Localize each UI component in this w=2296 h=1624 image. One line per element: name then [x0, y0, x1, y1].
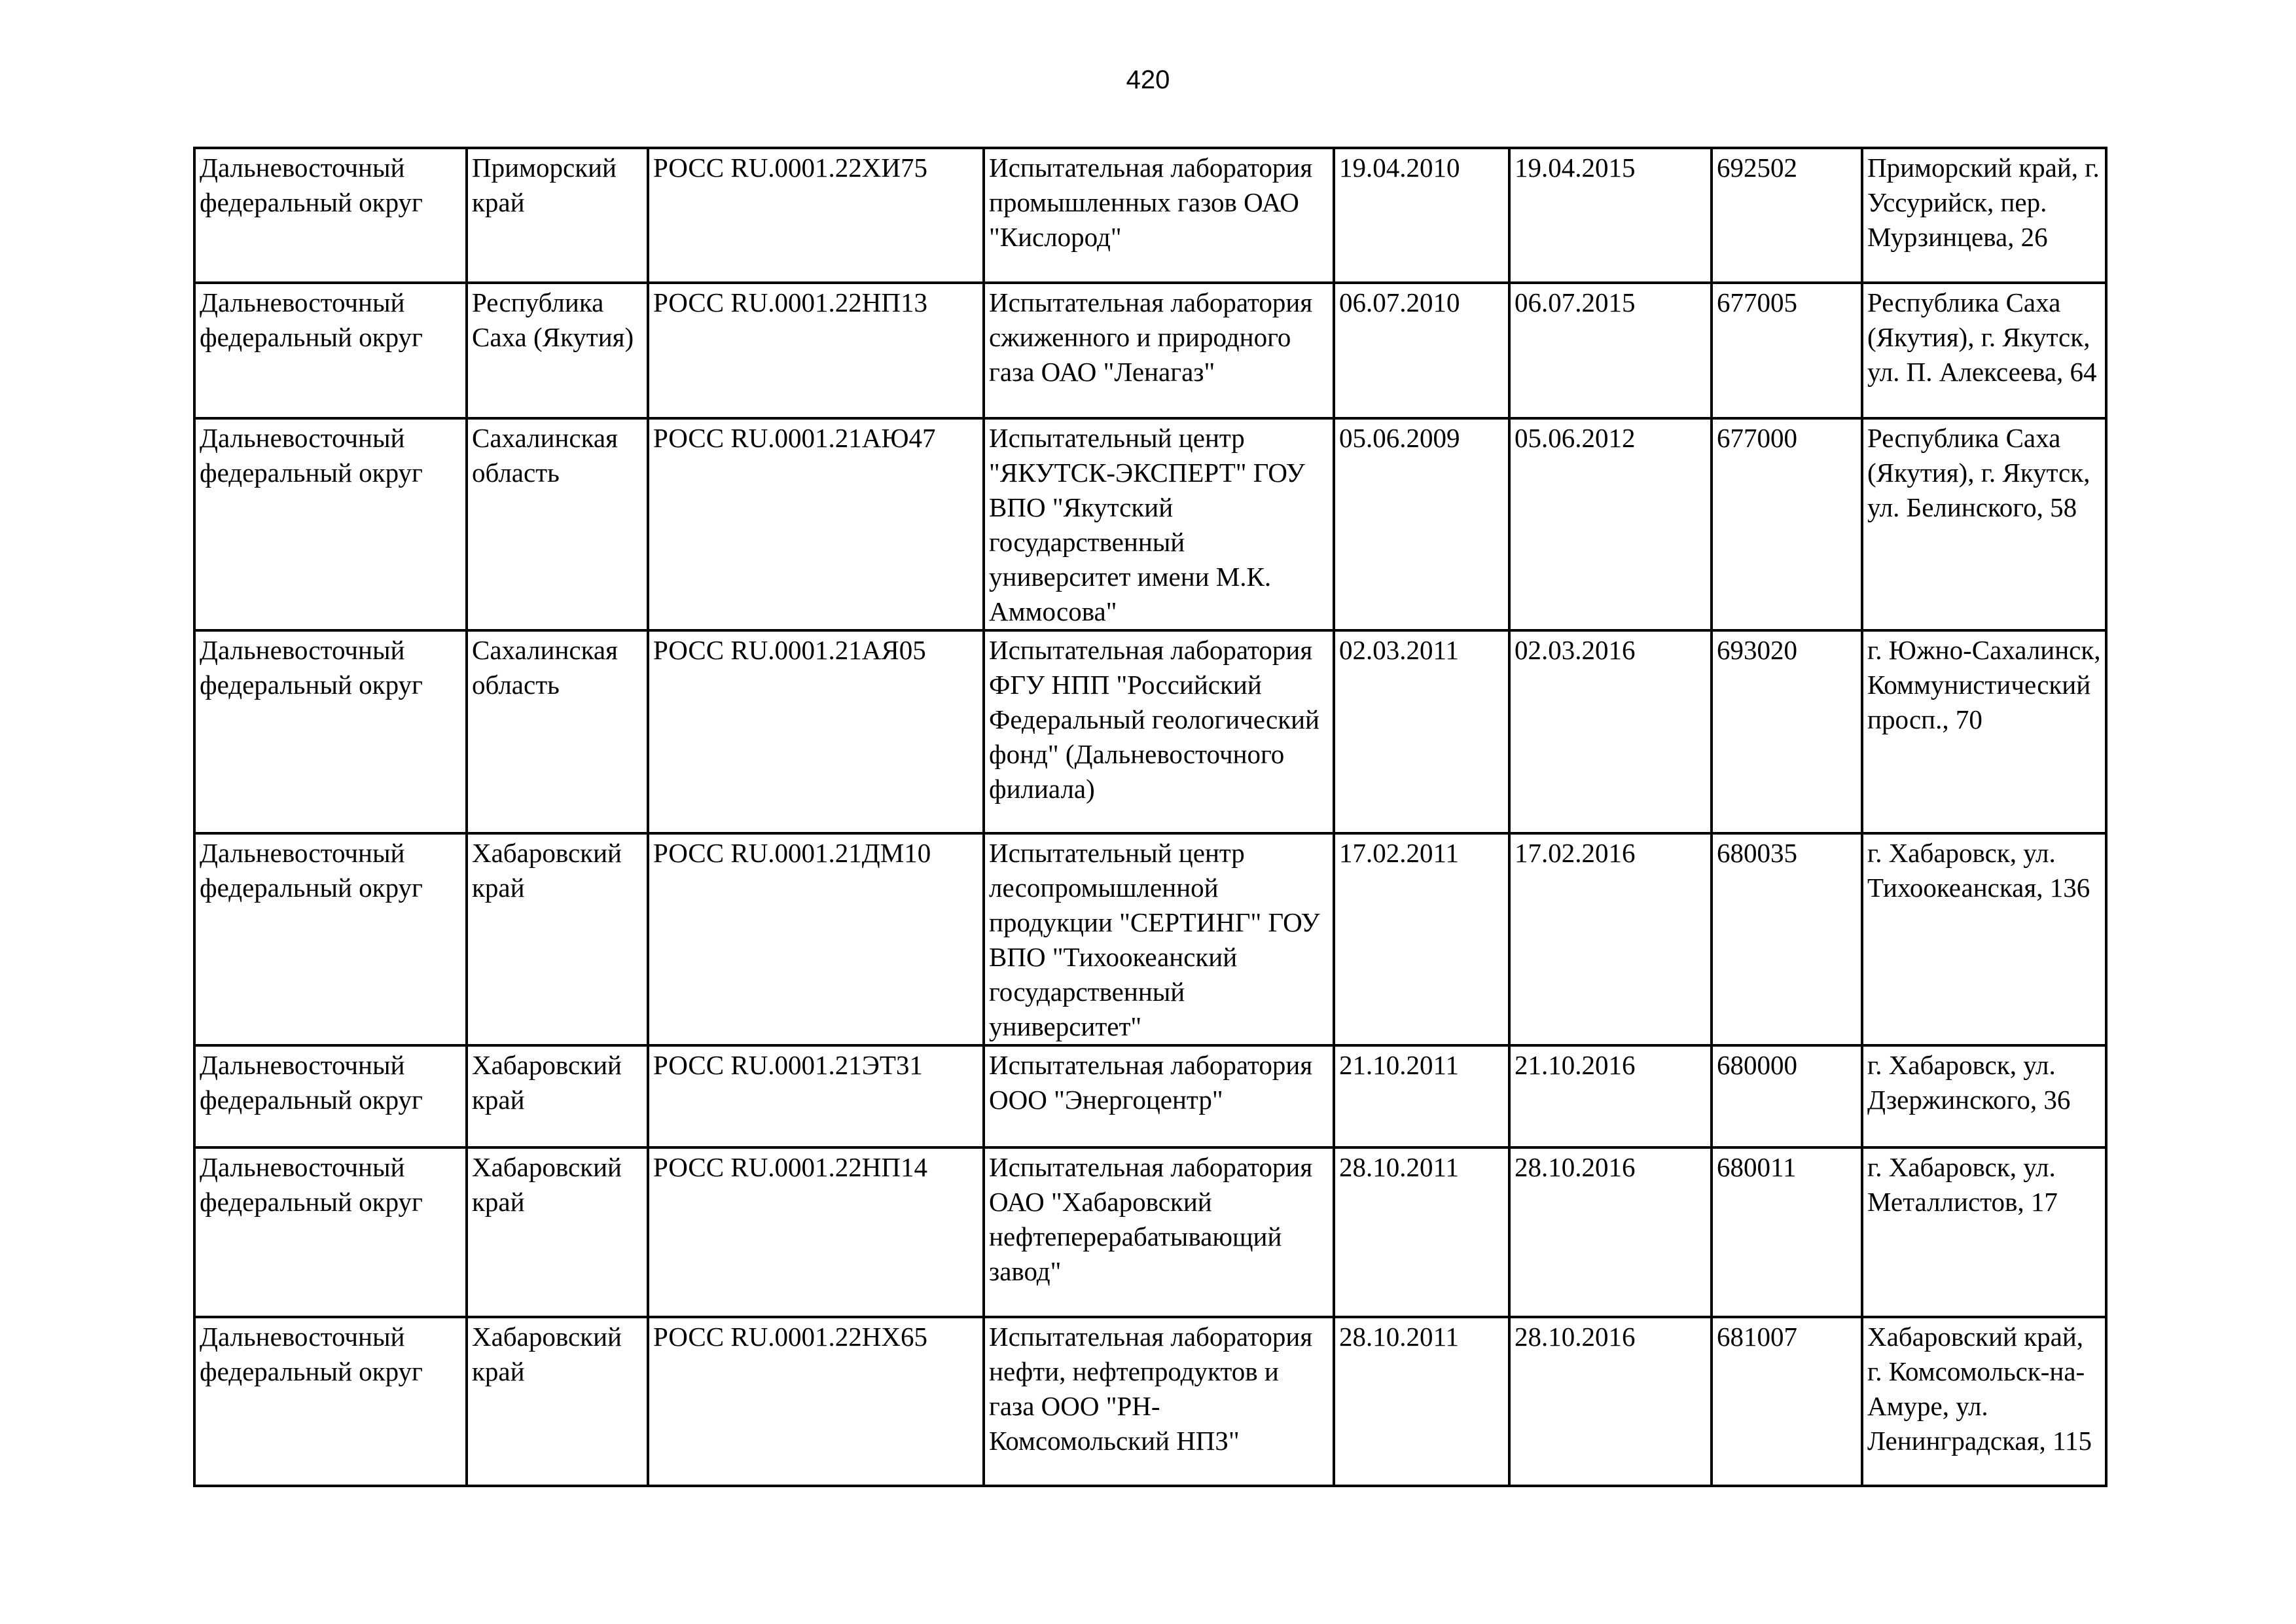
region-cell: Хабаровский край	[467, 1317, 648, 1486]
region-cell: Республика Саха (Якутия)	[467, 283, 648, 418]
organization-cell: Испытательная лаборатория сжиженного и природного газа ОАО "Ленагаз"	[984, 283, 1334, 418]
region-cell: Приморский край	[467, 148, 648, 283]
date-to-cell: 28.10.2016	[1509, 1147, 1712, 1317]
certificate-number-cell: РОСС RU.0001.21ДМ10	[648, 833, 984, 1045]
postcode-cell: 692502	[1712, 148, 1862, 283]
region-cell: Хабаровский край	[467, 1045, 648, 1147]
certificate-number-cell: РОСС RU.0001.21АЯ05	[648, 630, 984, 833]
date-from-cell: 28.10.2011	[1334, 1317, 1509, 1486]
district-cell: Дальневосточный федеральный округ	[194, 418, 467, 630]
address-cell: г. Хабаровск, ул. Металлистов, 17	[1862, 1147, 2106, 1317]
organization-cell: Испытательная лаборатория ОАО "Хабаровский нефтеперерабатывающий завод"	[984, 1147, 1334, 1317]
postcode-cell: 680000	[1712, 1045, 1862, 1147]
date-from-cell: 19.04.2010	[1334, 148, 1509, 283]
region-cell: Сахалинская область	[467, 418, 648, 630]
address-cell: Республика Саха (Якутия), г. Якутск, ул. П. Алексеева, 64	[1862, 283, 2106, 418]
postcode-cell: 677000	[1712, 418, 1862, 630]
date-from-cell: 05.06.2009	[1334, 418, 1509, 630]
organization-cell: Испытательный центр "ЯКУТСК-ЭКСПЕРТ" ГОУ ВПО "Якутский государственный университет имени М.К. Аммосова"	[984, 418, 1334, 630]
organization-cell: Испытательная лаборатория промышленных газов ОАО "Кислород"	[984, 148, 1334, 283]
table-row	[194, 630, 2106, 833]
table-row	[194, 418, 2106, 630]
certificate-number-cell: РОСС RU.0001.22ХИ75	[648, 148, 984, 283]
organization-cell: Испытательная лаборатория ФГУ НПП "Российский Федеральный геологический фонд" (Дальневосточного филиала)	[984, 630, 1334, 833]
certificate-number-cell: РОСС RU.0001.21ЭТ31	[648, 1045, 984, 1147]
certificate-number-cell: РОСС RU.0001.22НХ65	[648, 1317, 984, 1486]
address-cell: Республика Саха (Якутия), г. Якутск, ул. Белинского, 58	[1862, 418, 2106, 630]
organization-cell: Испытательная лаборатория ООО "Энергоцентр"	[984, 1045, 1334, 1147]
postcode-cell: 677005	[1712, 283, 1862, 418]
region-cell: Хабаровский край	[467, 833, 648, 1045]
table-row	[194, 283, 2106, 418]
postcode-cell: 693020	[1712, 630, 1862, 833]
date-to-cell: 28.10.2016	[1509, 1317, 1712, 1486]
address-cell: г. Хабаровск, ул. Дзержинского, 36	[1862, 1045, 2106, 1147]
organization-cell: Испытательный центр лесопромышленной продукции "СЕРТИНГ" ГОУ ВПО "Тихоокеанский государственный университет"	[984, 833, 1334, 1045]
date-to-cell: 19.04.2015	[1509, 148, 1712, 283]
postcode-cell: 680011	[1712, 1147, 1862, 1317]
certificate-number-cell: РОСС RU.0001.22НП13	[648, 283, 984, 418]
registry-table	[193, 147, 2108, 1487]
date-from-cell: 28.10.2011	[1334, 1147, 1509, 1317]
postcode-cell: 680035	[1712, 833, 1862, 1045]
date-to-cell: 21.10.2016	[1509, 1045, 1712, 1147]
district-cell: Дальневосточный федеральный округ	[194, 833, 467, 1045]
region-cell: Сахалинская область	[467, 630, 648, 833]
table-row	[194, 1045, 2106, 1147]
date-from-cell: 06.07.2010	[1334, 283, 1509, 418]
district-cell: Дальневосточный федеральный округ	[194, 283, 467, 418]
date-to-cell: 05.06.2012	[1509, 418, 1712, 630]
address-cell: Приморский край, г. Уссурийск, пер. Мурзинцева, 26	[1862, 148, 2106, 283]
date-to-cell: 06.07.2015	[1509, 283, 1712, 418]
organization-cell: Испытательная лаборатория нефти, нефтепродуктов и газа ООО "РН-Комсомольский НПЗ"	[984, 1317, 1334, 1486]
date-from-cell: 21.10.2011	[1334, 1045, 1509, 1147]
district-cell: Дальневосточный федеральный округ	[194, 1045, 467, 1147]
address-cell: г. Хабаровск, ул. Тихоокеанская, 136	[1862, 833, 2106, 1045]
page-number: 420	[1126, 65, 1170, 94]
region-cell: Хабаровский край	[467, 1147, 648, 1317]
district-cell: Дальневосточный федеральный округ	[194, 148, 467, 283]
table-row	[194, 1317, 2106, 1486]
district-cell: Дальневосточный федеральный округ	[194, 630, 467, 833]
district-cell: Дальневосточный федеральный округ	[194, 1317, 467, 1486]
certificate-number-cell: РОСС RU.0001.21АЮ47	[648, 418, 984, 630]
table-row	[194, 1147, 2106, 1317]
table-row	[194, 148, 2106, 283]
address-cell: Хабаровский край, г. Комсомольск-на-Амуре, ул. Ленинградская, 115	[1862, 1317, 2106, 1486]
address-cell: г. Южно-Сахалинск, Коммунистический просп., 70	[1862, 630, 2106, 833]
date-to-cell: 02.03.2016	[1509, 630, 1712, 833]
district-cell: Дальневосточный федеральный округ	[194, 1147, 467, 1317]
certificate-number-cell: РОСС RU.0001.22НП14	[648, 1147, 984, 1317]
postcode-cell: 681007	[1712, 1317, 1862, 1486]
table-row	[194, 833, 2106, 1045]
date-to-cell: 17.02.2016	[1509, 833, 1712, 1045]
date-from-cell: 02.03.2011	[1334, 630, 1509, 833]
date-from-cell: 17.02.2011	[1334, 833, 1509, 1045]
